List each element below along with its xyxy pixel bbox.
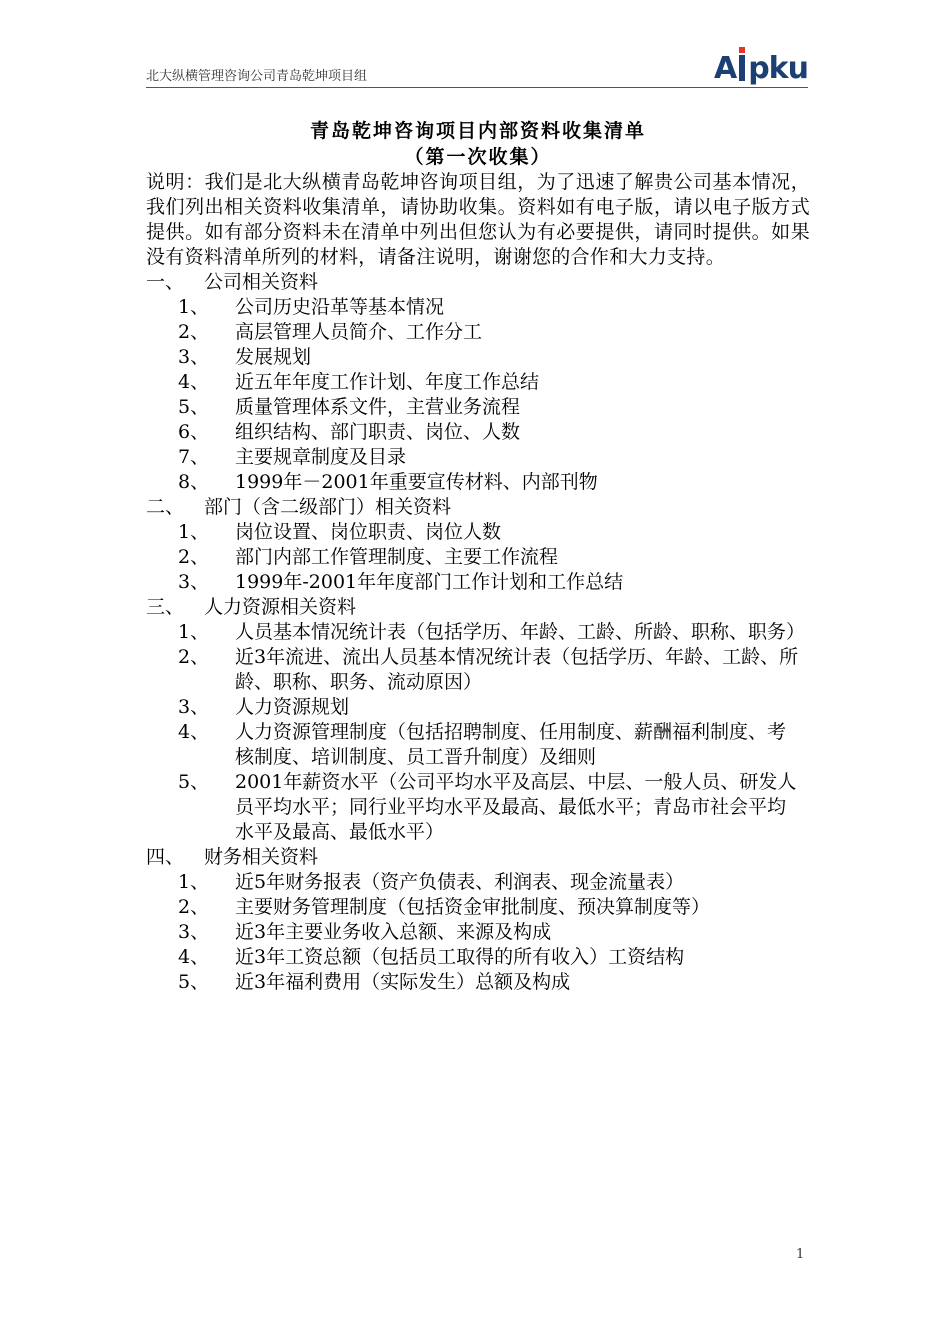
list-item	[146, 420, 810, 445]
item-text: 近五年年度工作计划、年度工作总结	[235, 371, 540, 393]
section-title: 人力资源相关资料	[204, 596, 357, 618]
list-item	[146, 920, 810, 945]
item-number: 2、	[178, 896, 210, 918]
section-number: 二、	[146, 496, 185, 518]
item-text: 2001年薪资水平（公司平均水平及高层、中层、一般人员、研发人员平均水平；同行业平均水平及最高、最低水平；青岛市社会平均水平及最高、最低水平）	[235, 771, 797, 843]
header-divider	[146, 87, 808, 88]
item-number: 2、	[178, 646, 210, 668]
list-item	[146, 570, 810, 595]
item-text: 1999年－2001年重要宣传材料、内部刊物	[235, 471, 598, 493]
item-number: 3、	[178, 696, 210, 718]
item-number: 3、	[178, 571, 210, 593]
item-text: 主要规章制度及目录	[235, 446, 407, 468]
item-text: 近3年工资总额（包括员工取得的所有收入）工资结构	[235, 946, 685, 968]
item-text: 人力资源规划	[235, 696, 350, 718]
item-number: 3、	[178, 921, 210, 943]
item-number: 1、	[178, 871, 210, 893]
item-text: 主要财务管理制度（包括资金审批制度、预决算制度等）	[235, 896, 711, 918]
item-text: 发展规划	[235, 346, 312, 368]
section-number: 一、	[146, 271, 185, 293]
list-item	[146, 445, 810, 470]
list-item	[146, 345, 810, 370]
item-text: 部门内部工作管理制度、主要工作流程	[235, 546, 559, 568]
list-item	[146, 720, 810, 770]
item-number: 2、	[178, 546, 210, 568]
item-number: 4、	[178, 371, 210, 393]
list-item	[146, 695, 810, 720]
item-text: 高层管理人员简介、工作分工	[235, 321, 483, 343]
intro-paragraph: 说明：我们是北大纵横青岛乾坤咨询项目组，为了迅速了解贵公司基本情况，我们列出相关资料收集清单，请协助收集。资料如有电子版，请以电子版方式提供。如有部分资料未在清单中列出但您认为有必要提供，请同时提供。如果没有资料清单所列的材料，请备注说明，谢谢您的合作和大力支持。	[146, 171, 810, 268]
list-item	[146, 770, 810, 845]
list-item	[146, 395, 810, 420]
page-number: 1	[796, 1247, 805, 1262]
list-item	[146, 320, 810, 345]
header-project-name: 北大纵横管理咨询公司青岛乾坤项目组	[146, 69, 368, 84]
item-text: 人员基本情况统计表（包括学历、年龄、工龄、所龄、职称、职务）	[235, 621, 806, 643]
section-heading	[146, 595, 810, 620]
item-number: 6、	[178, 421, 210, 443]
section-heading	[146, 270, 810, 295]
item-number: 5、	[178, 971, 210, 993]
item-number: 2、	[178, 321, 210, 343]
document-title: 青岛乾坤咨询项目内部资料收集清单	[309, 120, 646, 142]
page-header	[146, 48, 808, 88]
list-item	[146, 520, 810, 545]
list-item	[146, 945, 810, 970]
item-text: 1999年-2001年年度部门工作计划和工作总结	[235, 571, 624, 593]
sections-list	[146, 270, 810, 995]
list-item	[146, 870, 810, 895]
section-title: 公司相关资料	[204, 271, 319, 293]
item-text: 人力资源管理制度（包括招聘制度、任用制度、薪酬福利制度、考核制度、培训制度、员工晋升制度）及细则	[235, 721, 787, 768]
item-text: 组织结构、部门职责、岗位、人数	[235, 421, 521, 443]
item-number: 4、	[178, 721, 210, 743]
list-item	[146, 620, 810, 645]
item-text: 近5年财务报表（资产负债表、利润表、现金流量表）	[235, 871, 685, 893]
item-text: 质量管理体系文件，主营业务流程	[235, 396, 521, 418]
item-number: 1、	[178, 621, 210, 643]
allpku-logo: A pku	[713, 51, 808, 86]
item-number: 7、	[178, 446, 210, 468]
section-number: 四、	[146, 846, 185, 868]
list-item	[146, 895, 810, 920]
item-number: 1、	[178, 296, 210, 318]
section-title: 财务相关资料	[204, 846, 319, 868]
item-number: 1、	[178, 521, 210, 543]
item-number: 8、	[178, 471, 210, 493]
list-item	[146, 470, 810, 495]
list-item	[146, 645, 810, 695]
list-item	[146, 545, 810, 570]
item-number: 4、	[178, 946, 210, 968]
section-heading	[146, 495, 810, 520]
item-text: 近3年主要业务收入总额、来源及构成	[235, 921, 552, 943]
list-item	[146, 295, 810, 320]
item-text: 公司历史沿革等基本情况	[235, 296, 445, 318]
item-number: 3、	[178, 346, 210, 368]
item-text: 岗位设置、岗位职责、岗位人数	[235, 521, 502, 543]
item-text: 近3年福利费用（实际发生）总额及构成	[235, 971, 571, 993]
section-title: 部门（含二级部门）相关资料	[204, 496, 452, 518]
section-heading	[146, 845, 810, 870]
section-number: 三、	[146, 596, 185, 618]
item-number: 5、	[178, 771, 210, 793]
list-item	[146, 970, 810, 995]
document-body	[146, 118, 810, 995]
document-subtitle: （第一次收集）	[404, 146, 552, 168]
list-item	[146, 370, 810, 395]
item-text: 近3年流进、流出人员基本情况统计表（包括学历、年龄、工龄、所龄、职称、职务、流动原因）	[235, 646, 799, 693]
item-number: 5、	[178, 396, 210, 418]
